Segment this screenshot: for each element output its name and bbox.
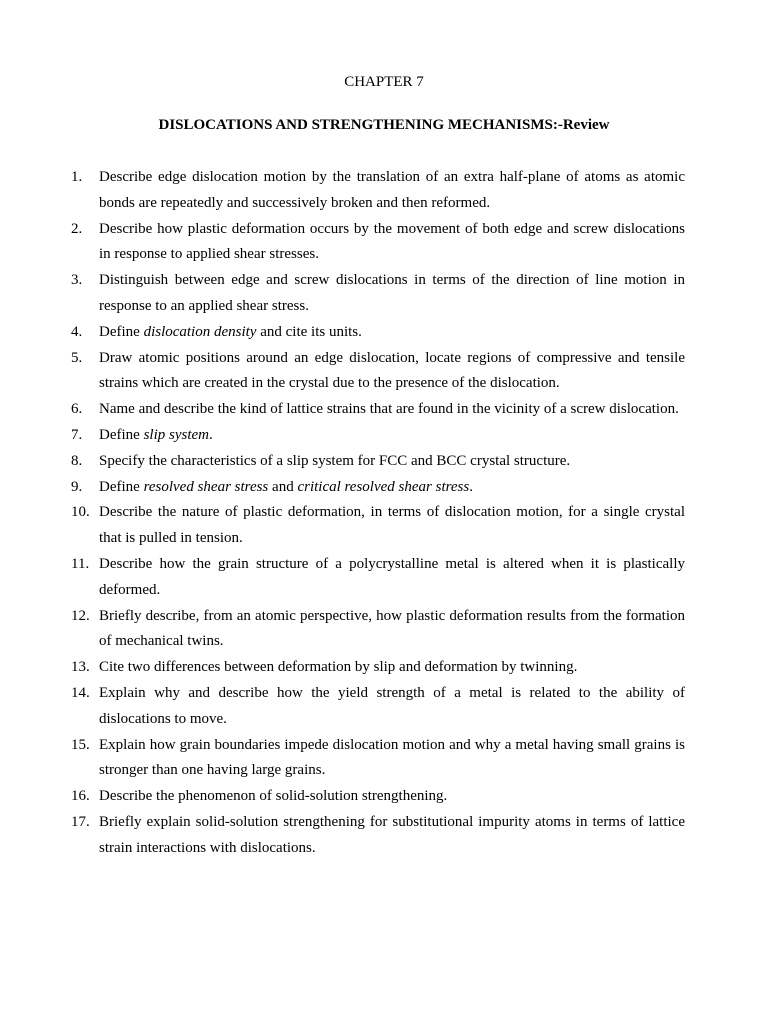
question-term: critical resolved shear stress: [297, 478, 470, 495]
question-text: Define: [99, 478, 144, 495]
question-item: [71, 500, 685, 552]
question-number: 8.: [71, 452, 83, 469]
question-term: dislocation density: [143, 323, 257, 340]
question-text: Describe the phenomenon of solid-solution strengthening.: [99, 788, 448, 805]
question-item: [71, 320, 685, 346]
question-text: Define: [99, 323, 144, 340]
question-number: 10.: [71, 504, 90, 521]
question-text: Explain how grain boundaries impede dislocation motion and why a metal having small grains is stronger than one having large grains.: [99, 736, 685, 779]
question-item: [71, 604, 685, 656]
question-item: [71, 810, 685, 862]
question-text: and: [268, 478, 298, 495]
question-number: 14.: [71, 684, 90, 701]
question-text: Explain why and describe how the yield strength of a metal is related to the ability of dislocations to move.: [99, 684, 685, 727]
question-number: 16.: [71, 788, 90, 805]
question-number: 11.: [71, 555, 90, 572]
question-text: .: [208, 426, 213, 443]
question-text: Cite two differences between deformation by slip and deformation by twinning.: [99, 659, 578, 676]
question-item: [71, 217, 685, 269]
question-item: [71, 165, 685, 217]
question-text: Name and describe the kind of lattice strains that are found in the vicinity of a screw dislocation.: [99, 401, 679, 418]
question-number: 3.: [71, 272, 83, 289]
question-number: 6.: [71, 401, 83, 418]
question-number: 9.: [71, 478, 83, 495]
question-text: Distinguish between edge and screw dislocations in terms of the direction of line motion in response to an applied shear stress.: [99, 272, 685, 314]
question-item: [71, 733, 685, 785]
question-item: [71, 423, 685, 449]
review-question-list: [71, 165, 685, 862]
question-item: [71, 655, 685, 681]
chapter-heading: CHAPTER 7: [344, 74, 424, 90]
question-number: 7.: [71, 426, 83, 443]
question-item: [71, 268, 685, 320]
question-text: and cite its units.: [256, 323, 362, 340]
question-text: Draw atomic positions around an edge dislocation, locate regions of compressive and tensile strains which are created in the crystal due to the presence of the dislocation.: [99, 349, 685, 392]
question-item: [71, 552, 685, 604]
question-term: resolved shear stress: [143, 478, 269, 495]
question-text: Describe edge dislocation motion by the translation of an extra half-plane of atoms as atomic bonds are repeatedly and successively broken and then reformed.: [99, 169, 685, 211]
question-text: Specify the characteristics of a slip system for FCC and BCC crystal structure.: [99, 452, 571, 469]
question-number: 5.: [71, 349, 83, 366]
question-text: Briefly describe, from an atomic perspective, how plastic deformation results from the formation of mechanical twins.: [99, 607, 685, 650]
question-item: [71, 784, 685, 810]
question-text: Describe the nature of plastic deformation, in terms of dislocation motion, for a single crystal that is pulled in tension.: [99, 504, 685, 547]
question-number: 1.: [71, 169, 83, 185]
question-number: 4.: [71, 323, 83, 340]
question-text: Briefly explain solid-solution strengthening for substitutional impurity atoms in terms of lattice strain interactions with dislocations.: [99, 813, 685, 856]
question-number: 17.: [71, 813, 90, 830]
question-item: [71, 397, 685, 423]
question-number: 2.: [71, 220, 83, 237]
question-item: [71, 346, 685, 398]
question-text: Define: [99, 426, 144, 443]
question-item: [71, 681, 685, 733]
question-number: 13.: [71, 659, 90, 676]
question-number: 15.: [71, 736, 90, 753]
question-text: Describe how the grain structure of a polycrystalline metal is altered when it is plastically deformed.: [99, 555, 685, 598]
question-term: slip system: [143, 426, 209, 443]
question-number: 12.: [71, 607, 90, 624]
question-text: Describe how plastic deformation occurs by the movement of both edge and screw dislocations in response to applied shear stresses.: [99, 220, 685, 263]
question-item: [71, 475, 685, 501]
question-text: .: [469, 478, 473, 495]
page-title: DISLOCATIONS AND STRENGTHENING MECHANISMS:-Review: [158, 117, 610, 133]
question-item: [71, 449, 685, 475]
